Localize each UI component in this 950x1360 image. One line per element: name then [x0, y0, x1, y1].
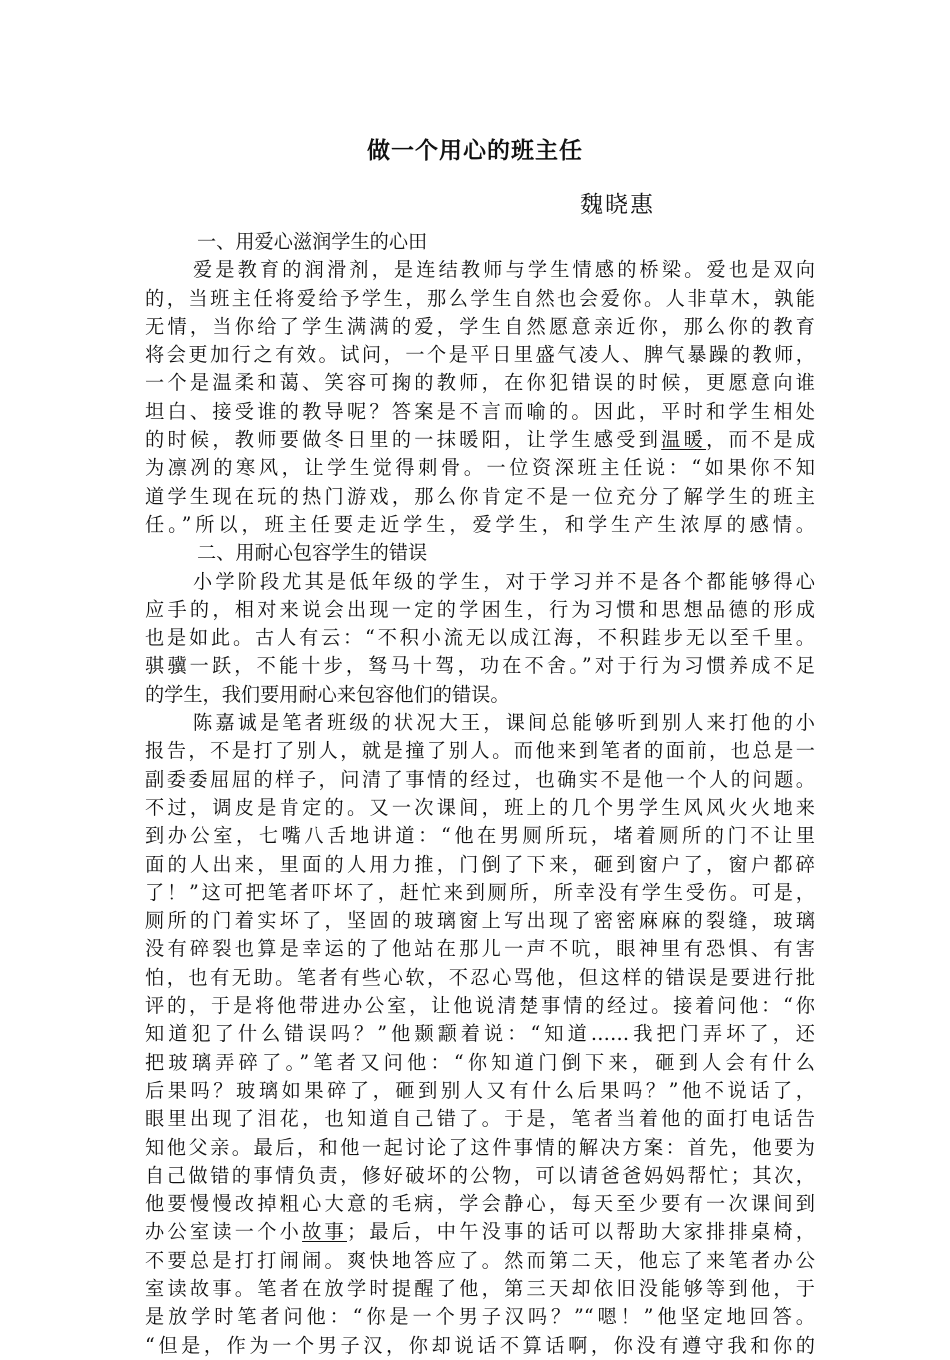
line-text: 应手的，相对来说会出现一定的学困生，行为习惯和思想品德的形成	[145, 597, 815, 621]
text-line	[145, 483, 815, 511]
section-heading	[145, 539, 815, 567]
line-text: 的时候，教师要做冬日里的一抹暖阳，让学生感受到	[145, 428, 662, 452]
line-text: 面的人出来，里面的人用力推，门倒了下来，砸到窗户了，窗户都碎	[145, 852, 815, 876]
text-line	[145, 709, 815, 737]
line-text: 怕，也有无助。笔者有些心软，不忍心骂他，但这样的错误是要进行批	[145, 965, 815, 989]
document-title: 做一个用心的班主任	[367, 137, 583, 164]
line-text: 知他父亲。最后，和他一起讨论了这件事情的解决方案：首先，他要为	[145, 1135, 815, 1159]
text-line	[145, 1134, 815, 1162]
text-line	[145, 426, 815, 454]
text-line	[145, 1077, 815, 1105]
line-text: 知道犯了什么错误吗？”他颞颥着说：“知道……我把门弄坏了，还	[145, 1022, 815, 1046]
document-author: 魏晓惠	[580, 192, 655, 218]
line-text: 也是如此。古人有云：“不积小流无以成江海，不积跬步无以至千里。	[145, 626, 815, 650]
text-line	[145, 568, 815, 596]
line-text: 任。”所以，班主任要走近学生，爱学生，和学生产生浓厚的感情。	[145, 512, 815, 536]
text-line	[145, 794, 815, 822]
text-line	[145, 398, 815, 426]
text-line	[145, 879, 815, 907]
line-text: 室读故事。笔者在放学时提醒了他，第三天却依旧没能够等到他，于	[145, 1276, 815, 1300]
line-text: 将会更加行之有效。试问，一个是平日里盛气凌人、脾气暴躁的教师，	[145, 343, 815, 367]
line-text: ；最后，中午没事的话可以帮助大家排排桌椅，	[346, 1220, 816, 1244]
line-text: 后果吗？玻璃如果碎了，砸到别人又有什么后果吗？”他不说话了，	[145, 1078, 815, 1102]
line-text: 副委委屈屈的样子，问清了事情的经过，也确实不是他一个人的问题。	[145, 767, 815, 791]
text-line	[145, 681, 815, 709]
line-text: 自己做错的事情负责，修好破坏的公物，可以请爸爸妈妈帮忙；其次，	[145, 1163, 815, 1187]
line-text: 不过，调皮是肯定的。又一次课间，班上的几个男学生风风火火地来	[145, 795, 815, 819]
line-text: 到办公室，七嘴八舌地讲道：“他在男厕所玩，堵着厕所的门不让里	[145, 824, 815, 848]
text-line	[145, 1190, 815, 1218]
text-line	[145, 1303, 815, 1331]
text-line	[145, 454, 815, 482]
text-line	[145, 1218, 815, 1246]
text-line	[145, 907, 815, 935]
line-text: 是放学时笔者问他：“你是一个男子汉吗？”“嗯！”他坚定地回答。	[145, 1305, 815, 1329]
line-text: 骐骥一跃，不能十步，驽马十驾，功在不舍。”对于行为习惯养成不足	[145, 654, 815, 678]
text-line	[145, 1049, 815, 1077]
text-line	[145, 1105, 815, 1133]
text-line	[145, 652, 815, 680]
line-text: 报告，不是打了别人，就是撞了别人。而他来到笔者的面前，也总是一	[145, 739, 815, 763]
line-text: 办公室读一个小	[145, 1220, 303, 1244]
line-text: 陈嘉诚是笔者班级的状况大王，课间总能够听到别人来打他的小	[193, 711, 815, 735]
text-line	[145, 1332, 815, 1360]
text-line	[145, 313, 815, 341]
line-text: 他要慢慢改掉粗心大意的毛病，学会静心，每天至少要有一次课间到	[145, 1192, 815, 1216]
line-text: 厕所的门着实坏了，坚固的玻璃窗上写出现了密密麻麻的裂缝，玻璃	[145, 909, 815, 933]
line-text: 把玻璃弄碎了。”笔者又问他：“你知道门倒下来，砸到人会有什么	[145, 1050, 815, 1074]
line-text: 坦白、接受谁的教导呢？答案是不言而喻的。因此，平时和学生相处	[145, 399, 815, 423]
text-line	[145, 935, 815, 963]
text-line	[145, 1162, 815, 1190]
line-text: 评的，于是将他带进办公室，让他说清楚事情的经过。接着问他：“你	[145, 994, 815, 1018]
line-text: 小学阶段尤其是低年级的学生，对于学习并不是各个都能够得心	[193, 569, 815, 593]
line-text: 一、用爱心滋润学生的心田	[197, 230, 428, 253]
text-line	[145, 737, 815, 765]
line-text: 眼里出现了泪花，也知道自己错了。于是，笔者当着他的面打电话告	[145, 1107, 815, 1131]
text-line	[145, 822, 815, 850]
text-line	[145, 1247, 815, 1275]
underlined-word: 故事	[302, 1220, 347, 1244]
text-line	[145, 992, 815, 1020]
section-heading	[145, 228, 815, 256]
line-text: 爱是教育的润滑剂，是连结教师与学生情感的桥梁。爱也是双向	[193, 258, 815, 282]
text-line	[145, 1020, 815, 1048]
line-text: 的学生，我们要用耐心来包容他们的错误。	[145, 682, 510, 706]
line-text: 不要总是打打闹闹。爽快地答应了。然而第二天，他忘了来笔者办公	[145, 1248, 815, 1272]
line-text: 没有碎裂也算是幸运的了他站在那儿一声不吭，眼神里有恐惧、有害	[145, 937, 815, 961]
line-text: 的，当班主任将爱给予学生，那么学生自然也会爱你。人非草木，孰能	[145, 286, 815, 310]
line-text: 二、用耐心包容学生的错误	[197, 541, 428, 565]
line-text: 了！”这可把笔者吓坏了，赶忙来到厕所，所幸没有学生受伤。可是，	[145, 880, 815, 904]
line-text: “但是，作为一个男子汉，你却说话不算话啊，你没有遵守我和你的	[145, 1333, 815, 1357]
line-text: 一个是温柔和蔼、笑容可掬的教师，在你犯错误的时候，更愿意向谁	[145, 371, 815, 395]
text-line	[145, 596, 815, 624]
underlined-word: 温暖	[661, 428, 707, 452]
line-text: 为凛冽的寒风，让学生觉得刺骨。一位资深班主任说：“如果你不知	[145, 456, 815, 480]
text-line	[145, 851, 815, 879]
line-text: 道学生现在玩的热门游戏，那么你肯定不是一位充分了解学生的班主	[145, 484, 815, 508]
line-text: 无情，当你给了学生满满的爱，学生自然愿意亲近你，那么你的教育	[145, 314, 815, 338]
text-line	[145, 1275, 815, 1303]
text-line	[145, 285, 815, 313]
text-line	[145, 624, 815, 652]
document-body	[145, 228, 815, 1360]
text-line	[145, 766, 815, 794]
text-line	[145, 964, 815, 992]
text-line	[145, 256, 815, 284]
text-line	[145, 511, 815, 539]
text-line	[145, 369, 815, 397]
line-text: ，而不是成	[706, 428, 816, 452]
text-line	[145, 341, 815, 369]
